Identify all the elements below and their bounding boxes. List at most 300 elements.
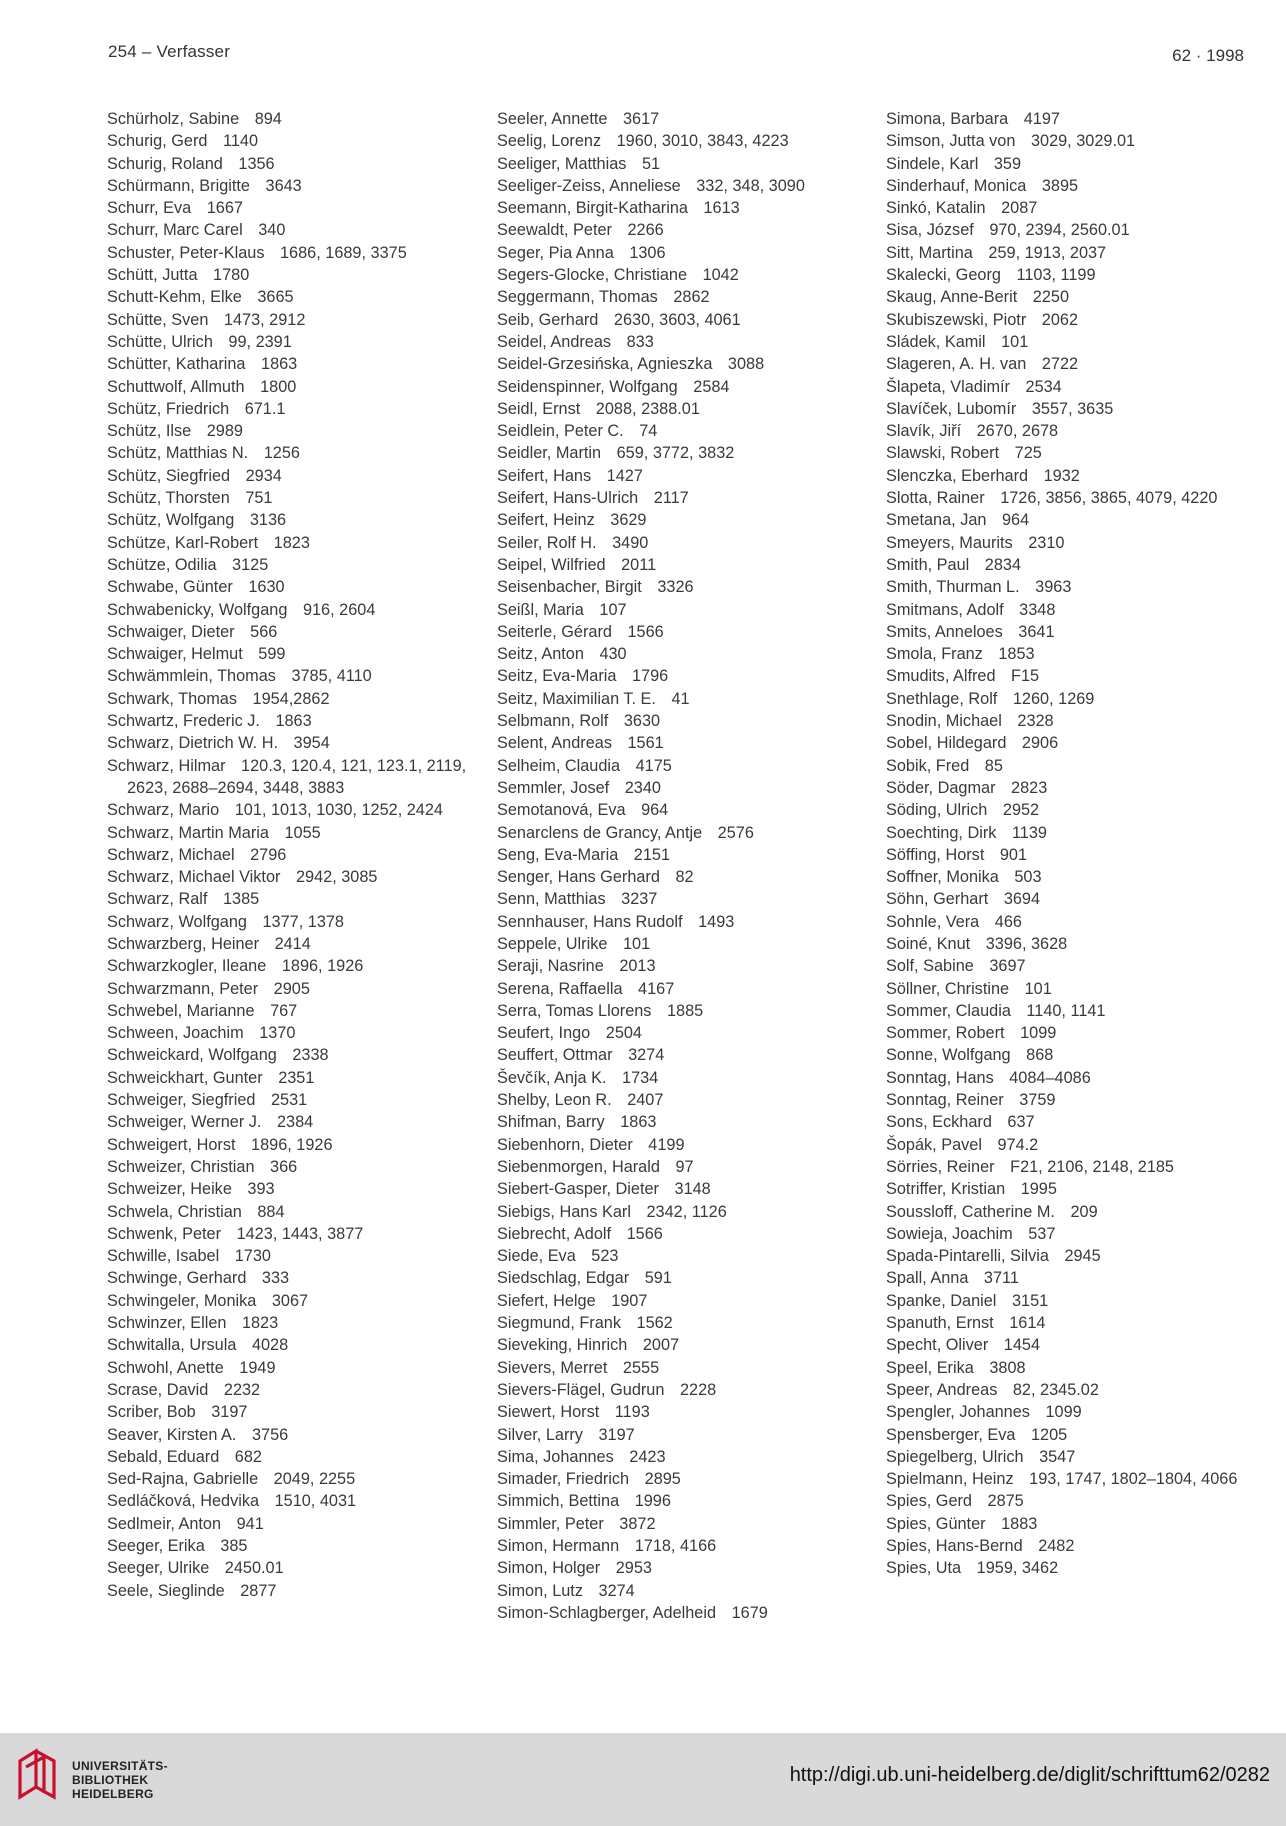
entry-references: 2534 bbox=[1025, 377, 1062, 396]
author-name: Seeliger-Zeiss, Anneliese bbox=[497, 176, 681, 195]
author-name: Seeger, Erika bbox=[107, 1537, 205, 1555]
index-entry bbox=[107, 1111, 482, 1133]
entry-references: 74 bbox=[639, 422, 658, 441]
index-entry bbox=[107, 1223, 482, 1245]
entry-references: 3641 bbox=[1018, 622, 1055, 641]
author-name: Semmler, Josef bbox=[497, 778, 610, 797]
index-entry bbox=[107, 309, 482, 331]
author-name: Smits, Anneloes bbox=[886, 622, 1003, 641]
entry-references: 1055 bbox=[284, 823, 321, 842]
entry-references: 2834 bbox=[984, 555, 1022, 574]
author-name: Seiler, Rolf H. bbox=[497, 533, 597, 552]
author-name: Schwartz, Frederic J. bbox=[107, 712, 260, 731]
author-name: Slageren, A. H. van bbox=[886, 355, 1027, 374]
entry-references: 120.3, 120.4, 121, 123.1, 2119, 2623, 2688–2694, 3448, 3883 bbox=[127, 756, 467, 797]
author-name: Schwenk, Peter bbox=[107, 1224, 222, 1243]
index-entry bbox=[107, 955, 482, 977]
index-entry bbox=[497, 1580, 872, 1602]
author-name: Siedschlag, Edgar bbox=[497, 1269, 630, 1288]
index-entry bbox=[497, 532, 872, 554]
author-name: Schwille, Isabel bbox=[107, 1247, 220, 1266]
index-entry bbox=[886, 955, 1261, 977]
index-entry bbox=[107, 1245, 482, 1267]
entry-references: 393 bbox=[247, 1180, 275, 1199]
entry-references: 1614 bbox=[1009, 1314, 1046, 1333]
entry-references: 3785, 4110 bbox=[291, 667, 372, 686]
index-entry bbox=[497, 1134, 872, 1156]
index-entry bbox=[107, 1089, 482, 1111]
library-name-line3: HEIDELBERG bbox=[72, 1787, 154, 1801]
author-name: Seidel-Grzesińska, Agnieszka bbox=[497, 355, 713, 374]
index-entry bbox=[497, 978, 872, 1000]
index-entry bbox=[886, 197, 1261, 219]
library-logo-icon bbox=[14, 1747, 62, 1803]
author-name: Simson, Jutta von bbox=[886, 132, 1016, 151]
entry-references: 1796 bbox=[631, 667, 669, 686]
index-entry bbox=[497, 1000, 872, 1022]
author-name: Siewert, Horst bbox=[497, 1403, 600, 1422]
entry-references: 1139 bbox=[1011, 823, 1047, 842]
author-name: Šlapeta, Vladimír bbox=[886, 377, 1010, 396]
index-entry bbox=[886, 1513, 1261, 1535]
entry-references: 1907 bbox=[611, 1291, 648, 1310]
index-entry bbox=[497, 130, 872, 152]
index-entry bbox=[107, 1156, 482, 1178]
index-entry bbox=[497, 442, 872, 464]
footer-bar bbox=[0, 1733, 1286, 1826]
index-entry bbox=[107, 554, 482, 576]
entry-references: 259, 1913, 2037 bbox=[988, 243, 1107, 262]
author-name: Segers-Glocke, Christiane bbox=[497, 266, 688, 285]
author-name: Spies, Hans-Bernd bbox=[886, 1537, 1023, 1555]
index-entry bbox=[497, 465, 872, 487]
author-name: Schwarzmann, Peter bbox=[107, 979, 259, 998]
entry-references: 1885 bbox=[666, 1001, 704, 1020]
index-entry bbox=[886, 331, 1261, 353]
author-name: Sinkó, Katalin bbox=[886, 199, 986, 218]
entry-references: 2942, 3085 bbox=[295, 868, 378, 887]
entry-references: 82, 2345.02 bbox=[1012, 1380, 1099, 1399]
index-entry bbox=[107, 264, 482, 286]
library-name-line2: BIBLIOTHEK bbox=[72, 1773, 149, 1787]
index-entry bbox=[497, 911, 872, 933]
author-name: Siebenmorgen, Harald bbox=[497, 1157, 660, 1176]
author-name: Schwitalla, Ursula bbox=[107, 1336, 237, 1355]
index-entry bbox=[886, 532, 1261, 554]
index-entry bbox=[497, 1602, 872, 1624]
entry-references: 2953 bbox=[615, 1559, 652, 1578]
entry-references: 1613 bbox=[703, 199, 740, 218]
entry-references: 107 bbox=[599, 600, 627, 619]
author-name: Schwarz, Hilmar bbox=[107, 756, 226, 775]
entry-references: 1370 bbox=[259, 1024, 296, 1043]
index-entry bbox=[497, 1089, 872, 1111]
index-entry bbox=[497, 1535, 872, 1557]
index-entry bbox=[497, 1490, 872, 1512]
entry-references: 3490 bbox=[612, 533, 649, 552]
author-name: Sieveking, Hinrich bbox=[497, 1336, 628, 1355]
author-name: Seppele, Ulrike bbox=[497, 934, 608, 953]
entry-references: 1630 bbox=[248, 578, 285, 597]
author-name: Schutt-Kehm, Elke bbox=[107, 288, 242, 307]
author-name: Seeliger, Matthias bbox=[497, 154, 627, 173]
index-entry bbox=[497, 643, 872, 665]
author-name: Schwarz, Dietrich W. H. bbox=[107, 734, 278, 753]
index-entry bbox=[497, 309, 872, 331]
author-name: Sennhauser, Hans Rudolf bbox=[497, 912, 683, 931]
author-name: Skaug, Anne-Berit bbox=[886, 288, 1018, 307]
entry-references: 3711 bbox=[983, 1269, 1019, 1288]
author-name: Seifert, Hans-Ulrich bbox=[497, 489, 639, 508]
author-name: Siegmund, Frank bbox=[497, 1314, 621, 1333]
index-entry bbox=[107, 1379, 482, 1401]
entry-references: 101, 1013, 1030, 1252, 2424 bbox=[234, 801, 443, 820]
entry-references: 3629 bbox=[610, 511, 647, 530]
index-entry bbox=[886, 309, 1261, 331]
author-name: Sinderhauf, Monica bbox=[886, 176, 1027, 195]
entry-references: 970, 2394, 2560.01 bbox=[989, 221, 1130, 240]
index-entry bbox=[107, 1357, 482, 1379]
index-entry bbox=[886, 1022, 1261, 1044]
author-name: Schütze, Karl-Robert bbox=[107, 533, 259, 552]
entry-references: 1454 bbox=[1003, 1336, 1041, 1355]
index-entry bbox=[107, 108, 482, 130]
entry-references: 767 bbox=[270, 1001, 298, 1020]
author-name: Seewaldt, Peter bbox=[497, 221, 612, 240]
author-name: Soiné, Knut bbox=[886, 934, 971, 953]
index-entry bbox=[886, 599, 1261, 621]
author-name: Siebigs, Hans Karl bbox=[497, 1202, 631, 1221]
index-entry bbox=[497, 1357, 872, 1379]
entry-references: 2007 bbox=[642, 1336, 680, 1355]
author-name: Sed-Rajna, Gabrielle bbox=[107, 1470, 259, 1489]
entry-references: 4199 bbox=[648, 1135, 685, 1154]
author-name: Slenczka, Eberhard bbox=[886, 466, 1029, 485]
author-name: Smudits, Alfred bbox=[886, 667, 996, 686]
index-entry bbox=[886, 1312, 1261, 1334]
entry-references: 2049, 2255 bbox=[273, 1470, 356, 1489]
index-entry bbox=[497, 599, 872, 621]
index-entry bbox=[497, 1022, 872, 1044]
author-name: Seemann, Birgit-Katharina bbox=[497, 199, 688, 218]
author-name: Seifert, Heinz bbox=[497, 511, 595, 530]
author-name: Spiegelberg, Ulrich bbox=[886, 1447, 1024, 1466]
index-entry bbox=[497, 264, 872, 286]
index-entry bbox=[107, 286, 482, 308]
index-entry bbox=[497, 376, 872, 398]
index-entry bbox=[886, 1267, 1261, 1289]
index-entry bbox=[497, 1424, 872, 1446]
author-name: Schütte, Ulrich bbox=[107, 332, 213, 351]
entry-references: 3759 bbox=[1019, 1091, 1056, 1110]
index-column-1 bbox=[107, 108, 482, 1602]
index-entry bbox=[497, 1201, 872, 1223]
author-name: Silver, Larry bbox=[497, 1425, 583, 1444]
author-name: Spielmann, Heinz bbox=[886, 1470, 1014, 1489]
entry-references: 2151 bbox=[633, 845, 671, 864]
index-entry bbox=[886, 866, 1261, 888]
index-entry bbox=[886, 1223, 1261, 1245]
index-entry bbox=[886, 1379, 1261, 1401]
index-entry bbox=[886, 175, 1261, 197]
author-name: Schütz, Thorsten bbox=[107, 489, 230, 508]
entry-references: 430 bbox=[599, 645, 627, 664]
entry-references: 682 bbox=[234, 1447, 262, 1466]
index-entry bbox=[107, 130, 482, 152]
author-name: Siebenhorn, Dieter bbox=[497, 1135, 633, 1154]
index-entry bbox=[497, 219, 872, 241]
index-column-2 bbox=[497, 108, 872, 1624]
author-name: Scriber, Bob bbox=[107, 1403, 196, 1422]
entry-references: 1780 bbox=[213, 266, 250, 285]
author-name: Schweiger, Werner J. bbox=[107, 1113, 262, 1132]
author-name: Seidenspinner, Wolfgang bbox=[497, 377, 678, 396]
index-entry bbox=[886, 933, 1261, 955]
author-name: Seib, Gerhard bbox=[497, 310, 599, 329]
index-entry bbox=[886, 1468, 1261, 1490]
index-entry bbox=[497, 576, 872, 598]
index-entry bbox=[886, 1044, 1261, 1066]
author-name: Schwarzberg, Heiner bbox=[107, 934, 260, 953]
index-entry bbox=[107, 1401, 482, 1423]
entry-references: 1954,2862 bbox=[252, 689, 330, 708]
entry-references: 1140, 1141 bbox=[1026, 1001, 1106, 1020]
entry-references: 101 bbox=[622, 934, 651, 953]
author-name: Sitt, Martina bbox=[886, 243, 973, 262]
index-entry bbox=[107, 1267, 482, 1289]
index-entry bbox=[886, 621, 1261, 643]
entry-references: 3697 bbox=[989, 957, 1026, 976]
entry-references: 2011 bbox=[621, 555, 657, 574]
entry-references: 1042 bbox=[702, 266, 739, 285]
page-header-left: 254 – Verfasser bbox=[108, 42, 231, 61]
entry-references: 2945 bbox=[1064, 1247, 1101, 1266]
author-name: Skalecki, Georg bbox=[886, 266, 1001, 285]
entry-references: 2062 bbox=[1041, 310, 1079, 329]
entry-references: F21, 2106, 2148, 2185 bbox=[1010, 1157, 1174, 1176]
author-name: Schwark, Thomas bbox=[107, 689, 237, 708]
entry-references: 751 bbox=[245, 489, 273, 508]
page-header-right: 62 · 1998 bbox=[1172, 46, 1244, 65]
index-entry bbox=[886, 242, 1261, 264]
index-entry bbox=[497, 554, 872, 576]
author-name: Schütz, Matthias N. bbox=[107, 444, 249, 463]
entry-references: 3872 bbox=[619, 1514, 656, 1533]
entry-references: 1566 bbox=[626, 1224, 663, 1243]
index-entry bbox=[107, 1580, 482, 1602]
entry-references: 2450.01 bbox=[224, 1559, 284, 1578]
index-entry bbox=[107, 911, 482, 933]
author-name: Smitmans, Adolf bbox=[886, 600, 1004, 619]
index-entry bbox=[107, 465, 482, 487]
author-name: Shelby, Leon R. bbox=[497, 1091, 612, 1110]
entry-references: 1932 bbox=[1043, 466, 1080, 485]
entry-references: 894 bbox=[254, 110, 282, 128]
entry-references: 1726, 3856, 3865, 4079, 4220 bbox=[1000, 489, 1218, 508]
entry-references: 1377, 1378 bbox=[262, 912, 344, 931]
index-entry bbox=[497, 822, 872, 844]
index-entry bbox=[497, 331, 872, 353]
author-name: Sörries, Reiner bbox=[886, 1157, 995, 1176]
entry-references: 101 bbox=[1001, 332, 1029, 351]
index-entry bbox=[886, 665, 1261, 687]
author-name: Sotriffer, Kristian bbox=[886, 1180, 1006, 1199]
author-name: Schwaiger, Dieter bbox=[107, 622, 235, 641]
index-entry bbox=[107, 197, 482, 219]
entry-references: 209 bbox=[1070, 1202, 1098, 1221]
entry-references: 2117 bbox=[653, 489, 689, 508]
entry-references: 1853 bbox=[998, 645, 1035, 664]
index-entry bbox=[886, 420, 1261, 442]
entry-references: 833 bbox=[626, 332, 654, 351]
author-name: Schütt, Jutta bbox=[107, 266, 198, 285]
entry-references: 2555 bbox=[622, 1358, 660, 1377]
index-entry bbox=[107, 1044, 482, 1066]
index-entry bbox=[497, 420, 872, 442]
index-entry bbox=[886, 465, 1261, 487]
index-entry bbox=[497, 777, 872, 799]
library-name-line1: UNIVERSITÄTS- bbox=[72, 1759, 168, 1773]
index-entry bbox=[886, 643, 1261, 665]
index-entry bbox=[886, 130, 1261, 152]
entry-references: 916, 2604 bbox=[302, 600, 376, 619]
author-name: Sievers, Merret bbox=[497, 1358, 608, 1377]
entry-references: 466 bbox=[994, 912, 1022, 931]
entry-references: 1863 bbox=[275, 712, 312, 731]
entry-references: 1863 bbox=[261, 355, 298, 374]
author-name: Seele, Sieglinde bbox=[107, 1581, 225, 1600]
author-name: Schweigert, Horst bbox=[107, 1135, 236, 1154]
index-entry bbox=[107, 933, 482, 955]
author-name: Speer, Andreas bbox=[886, 1380, 998, 1399]
author-name: Seidlein, Peter C. bbox=[497, 422, 624, 441]
author-name: Smeyers, Maurits bbox=[886, 533, 1013, 552]
author-name: Specht, Oliver bbox=[886, 1336, 989, 1355]
entry-references: 2906 bbox=[1021, 734, 1059, 753]
author-name: Soussloff, Catherine M. bbox=[886, 1202, 1055, 1221]
author-name: Schurr, Marc Carel bbox=[107, 221, 243, 240]
index-entry bbox=[107, 1178, 482, 1200]
index-entry bbox=[497, 1446, 872, 1468]
author-name: Schütte, Sven bbox=[107, 310, 209, 329]
author-name: Schwohl, Anette bbox=[107, 1358, 224, 1377]
entry-references: 637 bbox=[1007, 1113, 1035, 1132]
author-name: Sobel, Hildegard bbox=[886, 734, 1007, 753]
index-entry bbox=[107, 1513, 482, 1535]
author-name: Sima, Johannes bbox=[497, 1447, 614, 1466]
entry-references: 2722 bbox=[1041, 355, 1079, 374]
author-name: Serena, Raffaella bbox=[497, 979, 623, 998]
author-name: Scrase, David bbox=[107, 1380, 209, 1399]
author-name: Siefert, Helge bbox=[497, 1291, 596, 1310]
author-name: Seggermann, Thomas bbox=[497, 288, 658, 307]
index-entry bbox=[497, 755, 872, 777]
entry-references: 2414 bbox=[274, 934, 311, 953]
author-name: Senn, Matthias bbox=[497, 890, 606, 909]
index-entry bbox=[497, 353, 872, 375]
index-entry bbox=[107, 1468, 482, 1490]
author-name: Smetana, Jan bbox=[886, 511, 987, 530]
entry-references: 884 bbox=[257, 1202, 285, 1221]
index-entry bbox=[107, 353, 482, 375]
index-entry bbox=[107, 688, 482, 710]
entry-references: 1959, 3462 bbox=[976, 1559, 1059, 1578]
author-name: Spies, Gerd bbox=[886, 1492, 972, 1511]
entry-references: 1949 bbox=[239, 1358, 276, 1377]
index-entry bbox=[107, 732, 482, 754]
author-name: Söhn, Gerhart bbox=[886, 890, 989, 909]
author-name: Schwarz, Michael Viktor bbox=[107, 868, 281, 887]
author-name: Simona, Barbara bbox=[886, 110, 1009, 128]
entry-references: 359 bbox=[993, 154, 1022, 173]
author-name: Sobik, Fred bbox=[886, 756, 970, 775]
index-entry bbox=[107, 755, 482, 800]
author-name: Seufert, Ingo bbox=[497, 1024, 591, 1043]
entry-references: 2504 bbox=[605, 1024, 642, 1043]
author-name: Schurig, Roland bbox=[107, 154, 223, 173]
author-name: Schwarz, Michael bbox=[107, 845, 235, 864]
author-name: Serra, Tomas Llorens bbox=[497, 1001, 652, 1020]
author-name: Sedláčková, Hedvika bbox=[107, 1492, 260, 1511]
entry-references: 659, 3772, 3832 bbox=[616, 444, 735, 463]
author-name: Slawski, Robert bbox=[886, 444, 1000, 463]
author-name: Schütz, Friedrich bbox=[107, 399, 230, 418]
entry-references: 566 bbox=[250, 622, 278, 641]
index-entry bbox=[497, 1401, 872, 1423]
index-entry bbox=[886, 1000, 1261, 1022]
index-entry bbox=[107, 1312, 482, 1334]
author-name: Seaver, Kirsten A. bbox=[107, 1425, 237, 1444]
entry-references: 2407 bbox=[627, 1091, 664, 1110]
index-entry bbox=[497, 1379, 872, 1401]
index-entry bbox=[497, 197, 872, 219]
entry-references: 4167 bbox=[638, 979, 675, 998]
index-entry bbox=[886, 1401, 1261, 1423]
entry-references: 2576 bbox=[717, 823, 754, 842]
index-entry bbox=[497, 509, 872, 531]
entry-references: 1562 bbox=[636, 1314, 673, 1333]
entry-references: 1256 bbox=[263, 444, 300, 463]
author-name: Schweiger, Siegfried bbox=[107, 1091, 256, 1110]
entry-references: 2228 bbox=[679, 1380, 717, 1399]
entry-references: 2088, 2388.01 bbox=[595, 399, 700, 418]
index-entry bbox=[497, 844, 872, 866]
entry-references: 1996 bbox=[634, 1492, 671, 1511]
author-name: Sonntag, Reiner bbox=[886, 1091, 1004, 1110]
index-entry bbox=[886, 1290, 1261, 1312]
index-entry bbox=[107, 1424, 482, 1446]
index-entry bbox=[886, 1535, 1261, 1557]
author-name: Seifert, Hans bbox=[497, 466, 592, 485]
author-name: Snethlage, Rolf bbox=[886, 689, 998, 708]
entry-references: 3197 bbox=[598, 1425, 635, 1444]
author-name: Söffing, Horst bbox=[886, 845, 985, 864]
source-url-link[interactable]: http://digi.ub.uni-heidelberg.de/diglit/schrifttum62/0282 bbox=[789, 1764, 1270, 1786]
index-entry bbox=[107, 665, 482, 687]
author-name: Sonntag, Hans bbox=[886, 1068, 994, 1087]
author-name: Siede, Eva bbox=[497, 1247, 576, 1266]
author-name: Spengler, Johannes bbox=[886, 1403, 1030, 1422]
entry-references: 868 bbox=[1026, 1046, 1054, 1065]
entry-references: 1356 bbox=[238, 154, 275, 173]
entry-references: 2013 bbox=[619, 957, 656, 976]
entry-references: 2423 bbox=[629, 1447, 666, 1466]
index-entry bbox=[497, 621, 872, 643]
index-entry bbox=[107, 621, 482, 643]
entry-references: 2087 bbox=[1001, 199, 1038, 218]
index-entry bbox=[107, 1557, 482, 1579]
author-name: Seitz, Eva-Maria bbox=[497, 667, 617, 686]
